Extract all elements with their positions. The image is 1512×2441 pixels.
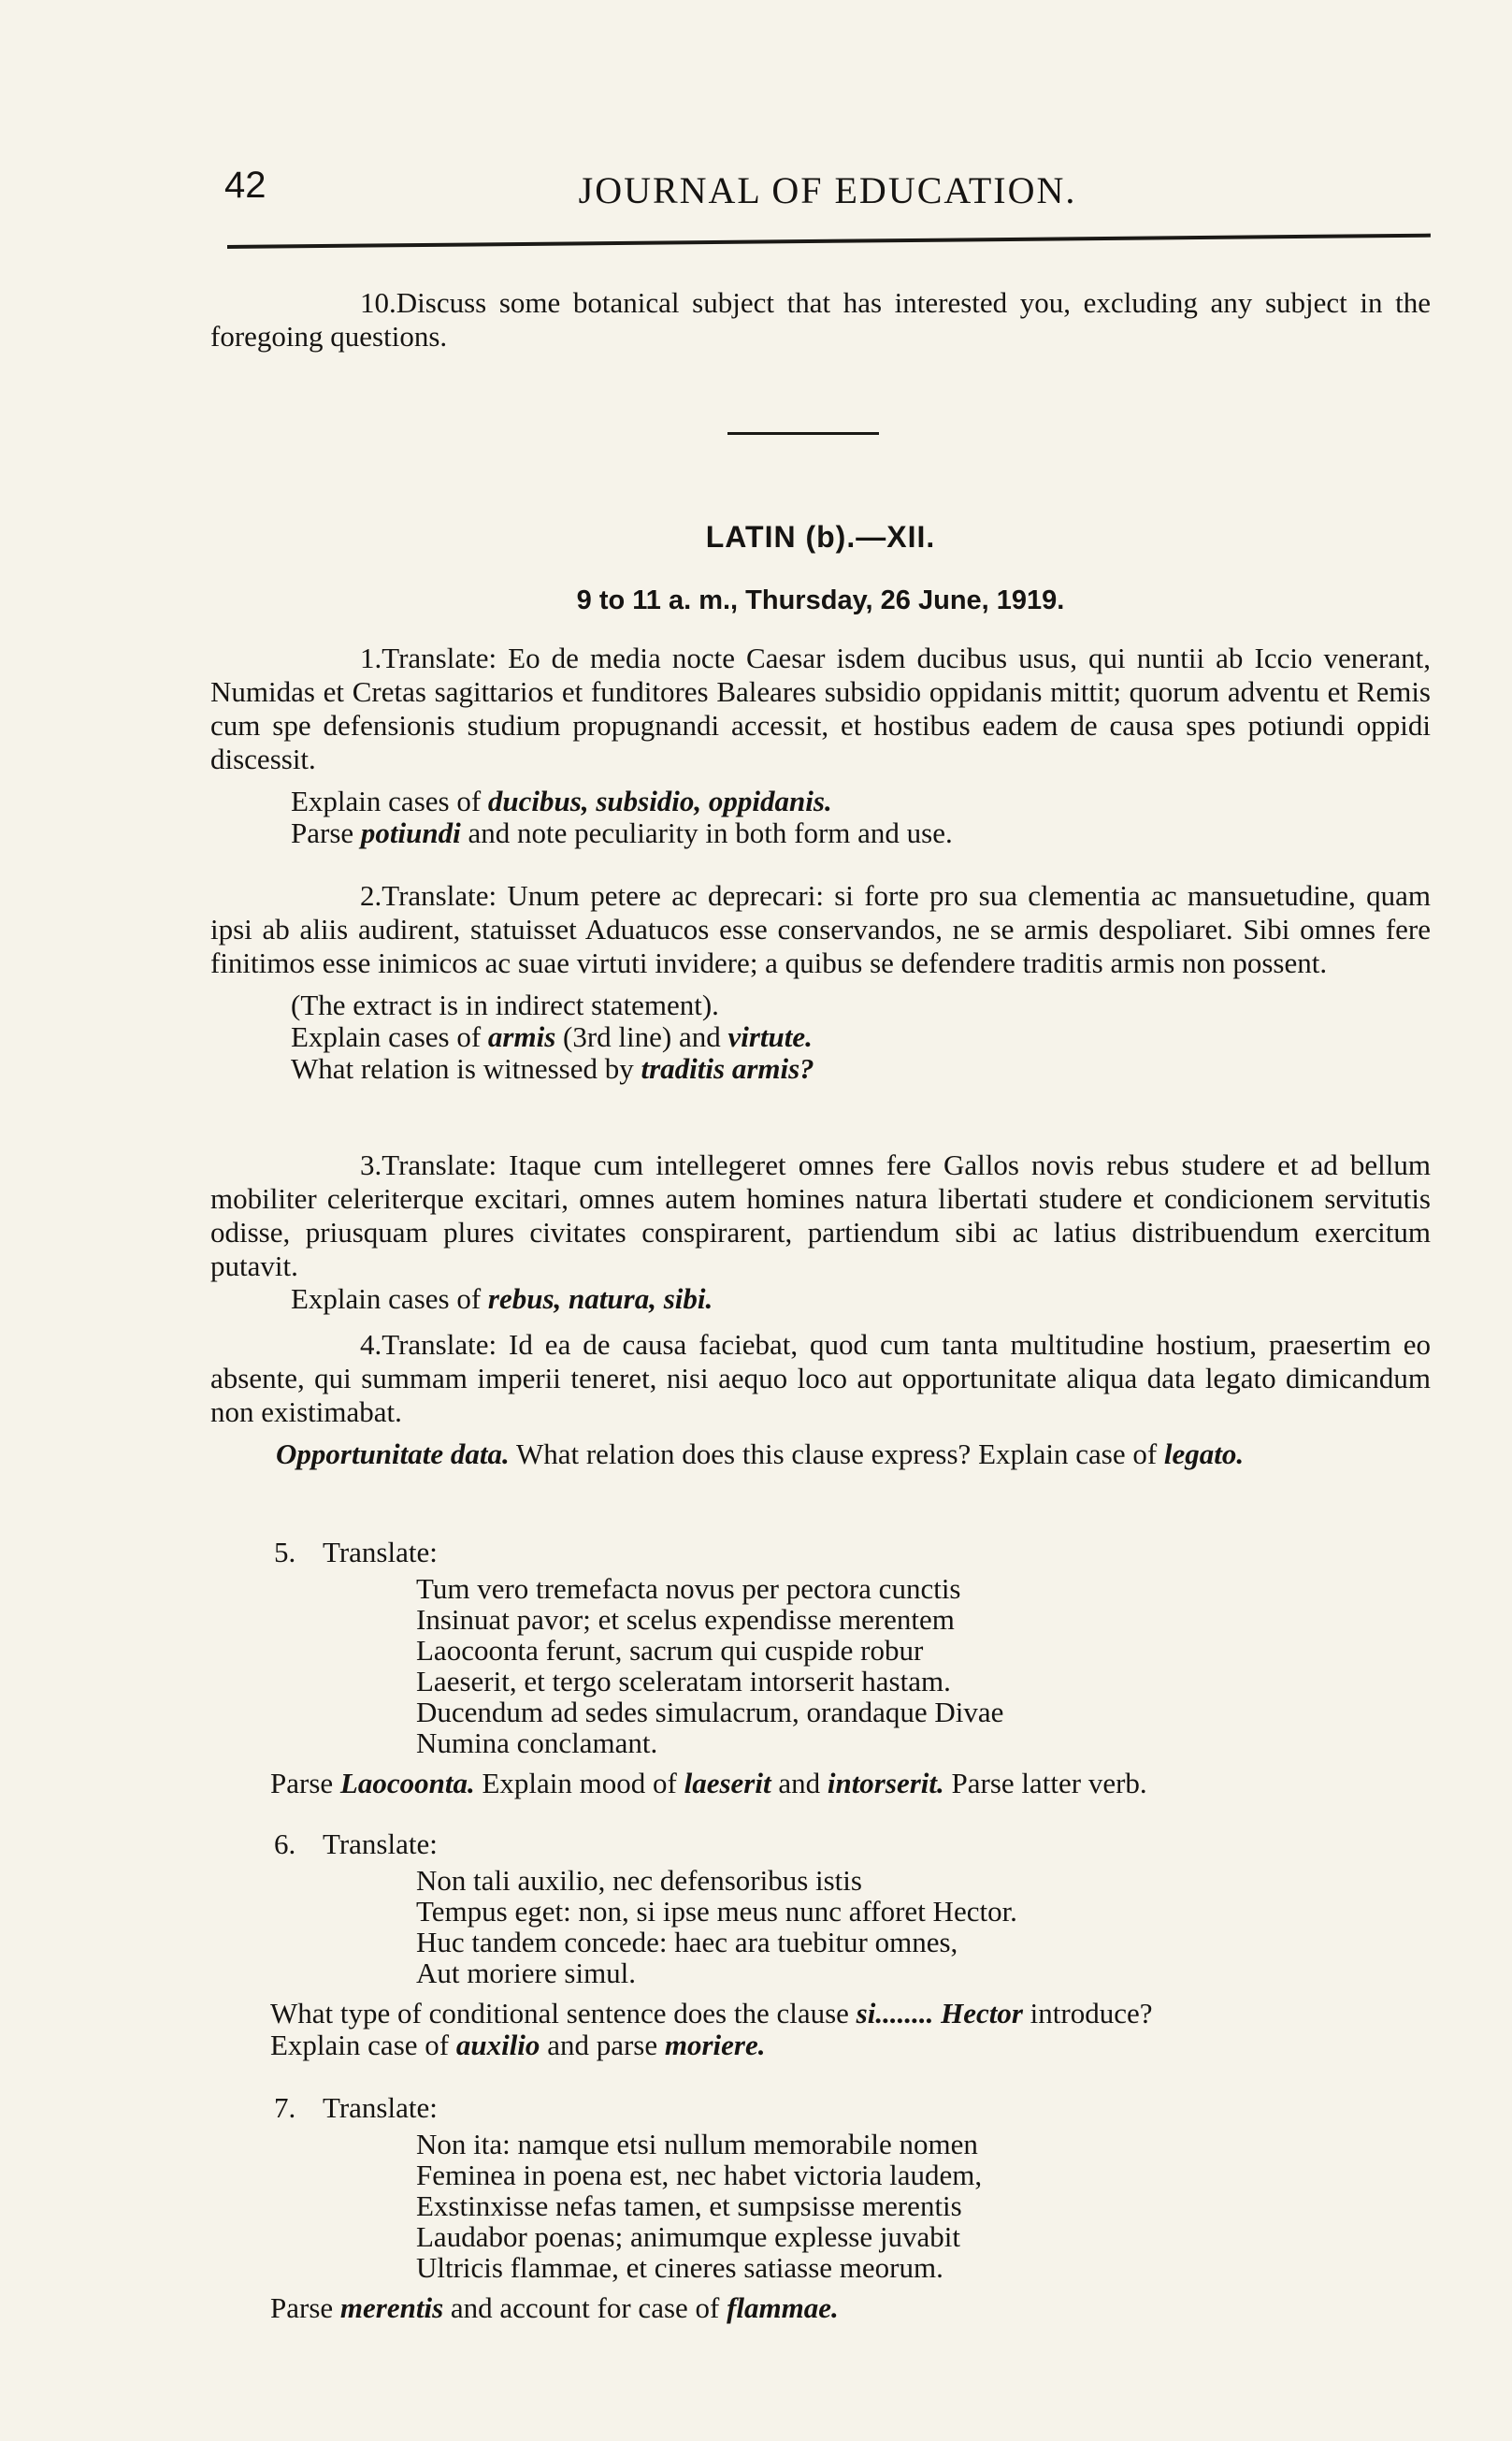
note-line — [291, 1021, 1431, 1053]
text-span: Explain cases of — [291, 785, 488, 817]
text-span: rebus, natura, sibi. — [487, 1282, 713, 1315]
question-text: Translate: Eo de media nocte Caesar isdem ducibus usus, qui nuntii ab Iccio venerant, Numidas et Cretas sagittarios et funditores Baleares subsidio oppidanis mittit; quorum adventu et Remis cum spe defensionis studium propugnandi accessit, et hostibus eadem de causa spes potiundi oppidi discessit. — [210, 642, 1431, 775]
note-line — [270, 1768, 1431, 1799]
note-line — [270, 2292, 1431, 2324]
text-span: virtute. — [727, 1020, 813, 1053]
question-notes — [291, 786, 1431, 849]
text-span: Opportunitate data. — [276, 1437, 510, 1470]
note-line — [270, 2029, 1431, 2061]
verse-line: Aut moriere simul. — [416, 1957, 637, 1989]
translate-label: Translate: — [323, 1536, 438, 1568]
verse-line: Ultricis flammae, et cineres satiasse meorum. — [416, 2251, 943, 2284]
text-span: potiundi — [360, 816, 461, 849]
question-6 — [210, 1827, 1431, 2061]
note-line — [270, 1998, 1431, 2029]
text-span: Explain cases of — [291, 1020, 488, 1053]
question-notes — [270, 1998, 1431, 2061]
question-text: Translate: Id ea de causa faciebat, quod cum tanta multitudine hostium, praesertim eo absente, qui summam imperii teneret, nisi aequo loco aut opportunitate aliqua data legato dimicandum non existimabat. — [210, 1328, 1431, 1428]
text-span: (3rd line) and — [555, 1020, 728, 1053]
verse-line: Tum vero tremefacta novus per pectora cunctis — [416, 1572, 961, 1605]
note-line — [291, 817, 1431, 849]
question-text: Translate: Itaque cum intellegeret omnes fere Gallos novis rebus studere et ad bellum mobiliter celeriterque excitari, omnes autem homines natura libertati studere et condicionem servitutis odisse, priusquam plures civitates conspirarent, partiendum sibi ac latius distribuendum exercitum putavit. — [210, 1148, 1431, 1282]
question-notes — [291, 989, 1431, 1085]
question-4 — [210, 1328, 1431, 1470]
text-span: and — [770, 1767, 828, 1799]
text-span: What relation is witnessed by — [291, 1052, 641, 1085]
text-span: Laocoonta. — [339, 1767, 475, 1799]
running-title: JOURNAL OF EDUCATION. — [578, 169, 1077, 211]
note-line — [291, 786, 1431, 817]
note-line — [291, 1053, 1431, 1085]
translate-label: Translate: — [323, 2091, 438, 2124]
question-text: Discuss some botanical subject that has interested you, excluding any subject in the foregoing questions. — [210, 286, 1431, 353]
text-span: Parse — [270, 1767, 340, 1799]
verse-line: Laudabor poenas; animumque explesse juvabit — [416, 2220, 960, 2253]
question-number: 3. — [360, 1148, 382, 1181]
question-number: 2. — [360, 879, 382, 912]
text-span: si........ Hector — [856, 1997, 1023, 2029]
question-7 — [210, 2091, 1431, 2324]
section-divider — [727, 432, 879, 435]
question-number: 1. — [360, 642, 382, 674]
verse-passage — [416, 1573, 1431, 1758]
text-span: traditis armis? — [641, 1052, 814, 1085]
exam-date-time: 9 to 11 a. m., Thursday, 26 June, 1919. — [576, 585, 1065, 615]
verse-line: Ducendum ad sedes simulacrum, orandaque Divae — [416, 1696, 1004, 1728]
question-notes — [276, 1438, 1431, 1470]
note-line: (The extract is in indirect statement). — [291, 989, 719, 1021]
question-notes — [270, 2292, 1431, 2324]
verse-passage — [416, 1865, 1431, 1988]
text-span: laeserit — [684, 1767, 771, 1799]
question-1 — [210, 642, 1431, 849]
question-number: 10. — [360, 286, 396, 319]
verse-line: Exstinxisse nefas tamen, et sumpsisse merentis — [416, 2189, 962, 2222]
text-span: Parse latter verb. — [943, 1767, 1147, 1799]
text-span: ducibus, subsidio, oppidanis. — [487, 785, 832, 817]
note-line — [276, 1438, 1431, 1470]
text-span: introduce? — [1022, 1997, 1153, 2029]
verse-line: Insinuat pavor; et scelus expendisse merentem — [416, 1603, 955, 1636]
question-5 — [210, 1536, 1431, 1799]
text-span: What relation does this clause express? Explain case of — [509, 1437, 1164, 1470]
question-notes — [270, 1768, 1431, 1799]
verse-line: Laocoonta ferunt, sacrum qui cuspide robur — [416, 1634, 924, 1667]
question-number: 6. — [274, 1827, 296, 1860]
text-span: moriere. — [664, 2029, 766, 2061]
text-span: Parse — [291, 816, 361, 849]
verse-line: Non ita: namque etsi nullum memorabile nomen — [416, 2128, 978, 2160]
text-span: auxilio — [455, 2029, 540, 2061]
text-span: legato. — [1163, 1437, 1245, 1470]
verse-line: Feminea in poena est, nec habet victoria laudem, — [416, 2159, 983, 2191]
text-span: Explain cases of — [291, 1282, 488, 1315]
verse-line: Huc tandem concede: haec ara tuebitur omnes, — [416, 1926, 958, 1958]
question-3 — [210, 1148, 1431, 1315]
question-number: 5. — [274, 1536, 296, 1568]
header-rule — [227, 234, 1431, 249]
verse-line: Tempus eget: non, si ipse meus nunc afforet Hector. — [416, 1895, 1017, 1928]
question-number: 4. — [360, 1328, 382, 1361]
text-span: flammae. — [727, 2291, 839, 2324]
question-notes — [291, 1283, 1431, 1315]
verse-line: Non tali auxilio, nec defensoribus istis — [416, 1864, 862, 1897]
question-10 — [210, 286, 1431, 354]
question-number: 7. — [274, 2091, 296, 2124]
verse-line: Laeserit, et tergo sceleratam intorserit hastam. — [416, 1665, 951, 1697]
text-span: and parse — [540, 2029, 665, 2061]
text-span: What type of conditional sentence does the clause — [270, 1997, 857, 2029]
section-title: LATIN (b).—XII. — [705, 520, 936, 554]
text-span: Explain case of — [270, 2029, 456, 2061]
text-span: armis — [487, 1020, 556, 1053]
text-span: Parse — [270, 2291, 340, 2324]
translate-label: Translate: — [323, 1827, 438, 1860]
text-span: and note peculiarity in both form and use. — [460, 816, 953, 849]
text-span: Explain mood of — [474, 1767, 684, 1799]
text-span: intorserit. — [827, 1767, 944, 1799]
note-line — [291, 1283, 1431, 1315]
verse-line: Numina conclamant. — [416, 1726, 658, 1759]
text-span: and account for case of — [443, 2291, 727, 2324]
question-text: Translate: Unum petere ac deprecari: si forte pro sua clementia ac mansuetudine, quam ipsi ab aliis audirent, statuisset Aduatucos esse conservandos, ne se armis despoliaret. Sibi omnes fere finitimos esse inimicos ac suae virtuti invidere; a quibus se defendere traditis armis non possent. — [210, 879, 1431, 979]
page-number: 42 — [224, 165, 266, 206]
question-2 — [210, 879, 1431, 1085]
text-span: merentis — [339, 2291, 444, 2324]
page-header — [224, 165, 1431, 221]
verse-passage — [416, 2129, 1431, 2283]
